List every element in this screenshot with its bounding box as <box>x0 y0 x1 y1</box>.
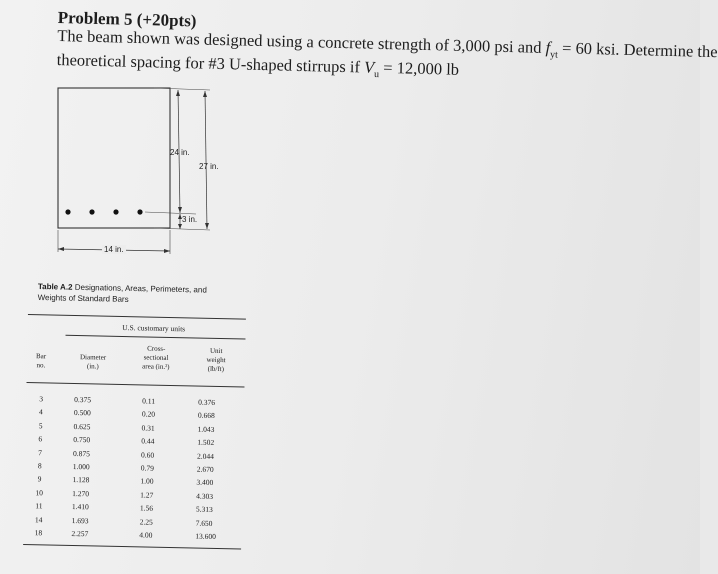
table-cell: 2.044 <box>196 451 214 461</box>
table-cell: 18 <box>34 528 43 538</box>
table-cell: 1.043 <box>197 424 215 434</box>
problem-statement <box>56 8 718 91</box>
beam-cross-section-figure <box>30 80 240 270</box>
rebar-3 <box>113 209 118 214</box>
table-cell: 7 <box>38 447 43 457</box>
table-cell: 0.500 <box>73 408 91 418</box>
fyt-subscript: yt <box>549 49 558 61</box>
dim-27-line <box>205 91 207 229</box>
table-cell: 3 <box>39 394 44 404</box>
problem-line-2-text: theoretical spacing for #3 U-shaped stirrups if <box>56 50 365 77</box>
table-cell: 0.376 <box>198 397 216 407</box>
problem-line-1-end: = 60 ksi. Determine the <box>557 38 718 62</box>
header-bottom-rule <box>27 382 245 388</box>
fyt-symbol: f <box>545 37 551 58</box>
table-cell: 0.31 <box>141 423 155 433</box>
table-cell: 0.875 <box>72 448 91 458</box>
table-caption-number: Table A.2 <box>37 281 73 292</box>
standard-bars-table <box>23 312 248 557</box>
table-cell: 4.00 <box>139 530 153 540</box>
table-cell: 3.400 <box>196 477 214 488</box>
problem-line-1-text: The beam shown was designed using a concrete strength of 3,000 psi and <box>57 25 546 57</box>
column-bar-no <box>27 392 52 540</box>
table-cell: 0.750 <box>73 435 91 445</box>
table-cell: 0.668 <box>197 410 215 421</box>
table-cell: 1.000 <box>72 461 90 472</box>
table-cell: 0.625 <box>73 421 91 432</box>
table-caption <box>38 281 278 308</box>
table-cell: 0.79 <box>140 463 154 473</box>
table-cell: 1.693 <box>71 515 89 525</box>
beam-outline <box>58 88 170 228</box>
table-cell: 1.56 <box>139 503 154 513</box>
table-cell: 0.11 <box>142 396 156 406</box>
table-cell: 1.502 <box>197 437 215 448</box>
rebar-4 <box>137 209 142 214</box>
table-cell: 13.600 <box>195 531 217 541</box>
dim-24-label: 24 in. <box>170 148 190 157</box>
table-cell: 5.313 <box>195 504 213 515</box>
table-bottom-rule <box>23 544 241 550</box>
table-cell: 2.670 <box>196 464 214 474</box>
vu-symbol: V <box>363 57 375 78</box>
vu-subscript: u <box>373 69 380 81</box>
table-cell: 1.410 <box>71 502 89 512</box>
group-header-rule <box>66 335 246 340</box>
problem-title: Problem 5 (+20pts) <box>57 8 197 31</box>
table-cell: 1.27 <box>140 490 154 500</box>
table-cell: 1.128 <box>72 475 90 485</box>
dim-14-label: 14 in. <box>104 245 124 254</box>
group-header: U.S. customary units <box>122 322 186 334</box>
table-cell: 0.44 <box>141 436 155 446</box>
table-cell: 0.60 <box>140 449 155 460</box>
table-cell: 11 <box>35 501 43 511</box>
header-bar-no: Bar no. <box>35 352 47 370</box>
problem-line-2-end: = 12,000 lb <box>378 58 460 80</box>
table-cell: 1.00 <box>140 476 154 487</box>
table-cell: 8 <box>37 461 42 471</box>
beam-section-drawing <box>30 80 240 270</box>
table-cell: 0.375 <box>74 394 92 405</box>
table-cell: 4 <box>38 407 43 417</box>
table-cell: 1.270 <box>72 488 90 499</box>
table-cell: 10 <box>35 487 44 498</box>
table-top-rule <box>28 314 246 320</box>
table-cell: 9 <box>37 474 42 484</box>
header-weight: Unit weight (lb/ft) <box>206 346 226 374</box>
table-cell: 2.25 <box>139 516 153 527</box>
table-cell: 5 <box>38 421 43 431</box>
table-cell: 0.20 <box>141 409 156 420</box>
table-cell: 4.303 <box>196 491 214 501</box>
column-diameter <box>71 393 114 541</box>
column-weight <box>195 396 238 544</box>
column-area <box>139 394 174 542</box>
table-caption-line-2: Weights of Standard Bars <box>37 292 129 304</box>
dim-3-label: 3 in. <box>182 215 198 224</box>
dim-27-label: 27 in. <box>199 162 219 171</box>
rebar-1 <box>65 209 70 214</box>
table-cell: 2.257 <box>71 528 89 539</box>
table-cell: 14 <box>34 514 43 524</box>
header-area: Cross- sectional area (in.²) <box>142 344 170 371</box>
header-diameter: Diameter (in.) <box>79 353 107 371</box>
rebar-2 <box>89 209 94 214</box>
table-cell: 6 <box>38 434 43 444</box>
table-caption-text: Designations, Areas, Perimeters, and <box>72 282 207 295</box>
table-cell: 7.650 <box>195 518 213 528</box>
